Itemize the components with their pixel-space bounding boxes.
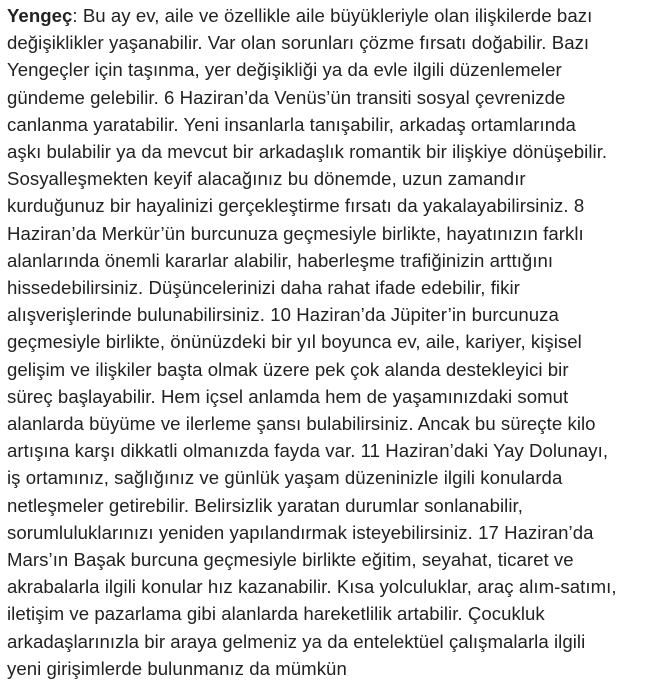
article-line: canlanma yaratabilir. Yeni insanlarla tanışabilir, arkadaş ortamlarında [7, 113, 576, 135]
article-line: alanlarda büyüme ve ilerleme şansı bulabilirsiniz. Ancak bu süreçte kilo [7, 413, 596, 435]
article-line: Sosyalleşmekten keyif alacağınız bu dönemde, uzun zamandır [7, 168, 526, 190]
horoscope-article [7, 2, 663, 682]
article-line: Mars’ın Başak burcuna geçmesiyle birlikte eğitim, seyahat, ticaret ve [7, 549, 574, 571]
article-line-1 [7, 2, 663, 29]
article-line: arkadaşlarınızla bir araya gelmeniz ya da entelektüel çalışmalarla ilgili [7, 630, 586, 652]
article-line: alışverişlerinde bulunabilirsiniz. 10 Haziran’da Jüpiter’in burcunuza [7, 304, 559, 326]
article-line: gelişim ve ilişkiler başta olmak üzere pek çok alanda destekleyici bir [7, 358, 569, 380]
article-line: iletişim ve pazarlama gibi alanlarda hareketlilik artabilir. Çocukluk [7, 603, 545, 625]
sign-separator: : [72, 5, 83, 26]
article-line: artışına karşı dikkatli olmanızda fayda var. 11 Haziran’daki Yay Dolunayı, [7, 440, 609, 462]
article-line: netleşmeler getirebilir. Belirsizlik yaratan durumlar sonlanabilir, [7, 494, 523, 516]
article-line: değişiklikler yaşanabilir. Var olan sorunları çözme fırsatı doğabilir. Bazı [7, 32, 590, 54]
article-line: geçmesiyle birlikte, önünüzdeki bir yıl boyunca ev, aile, kariyer, kişisel [7, 331, 582, 353]
first-line-text: Bu ay ev, aile ve özellikle aile büyükleriyle olan ilişkilerde bazı [82, 5, 593, 26]
article-line: gündeme gelebilir. 6 Haziran’da Venüs’ün transiti sosyal çevrenizde [7, 86, 566, 108]
article-line: Yengeçler için taşınma, yer değişikliği ya da evle ilgili düzenlemeler [7, 59, 562, 81]
article-line: Haziran’da Merkür’ün burcunuza geçmesiyle birlikte, hayatınızın farklı [7, 222, 584, 244]
article-line: hissedebilirsiniz. Düşüncelerinizi daha rahat ifade edebilir, fikir [7, 277, 520, 299]
article-line: yeni girişimlerde bulunmanız da mümkün [7, 657, 347, 679]
article-line: alanlarında önemli kararlar alabilir, haberleşme trafiğinizin arttığını [7, 249, 554, 271]
article-line: iş ortamınız, sağlığınız ve günlük yaşam düzeninizle ilgili konularda [7, 467, 563, 489]
article-line: süreç başlayabilir. Hem içsel anlamda hem de yaşamınızdaki somut [7, 385, 569, 407]
article-line: akrabalarla ilgili konular hız kazanabilir. Kısa yolculuklar, araç alım-satımı, [7, 576, 617, 598]
article-line: kurduğunuz bir hayalinizi gerçekleştirme fırsatı da yakalayabilirsiniz. 8 [7, 195, 585, 217]
article-line: sorumluluklarınızı yeniden yapılandırmak isteyebilirsiniz. 17 Haziran’da [7, 521, 594, 543]
article-line: aşkı bulabilir ya da mevcut bir arkadaşlık romantik bir ilişkiye dönüşebilir. [7, 141, 608, 163]
sign-name: Yengeç [7, 5, 73, 26]
